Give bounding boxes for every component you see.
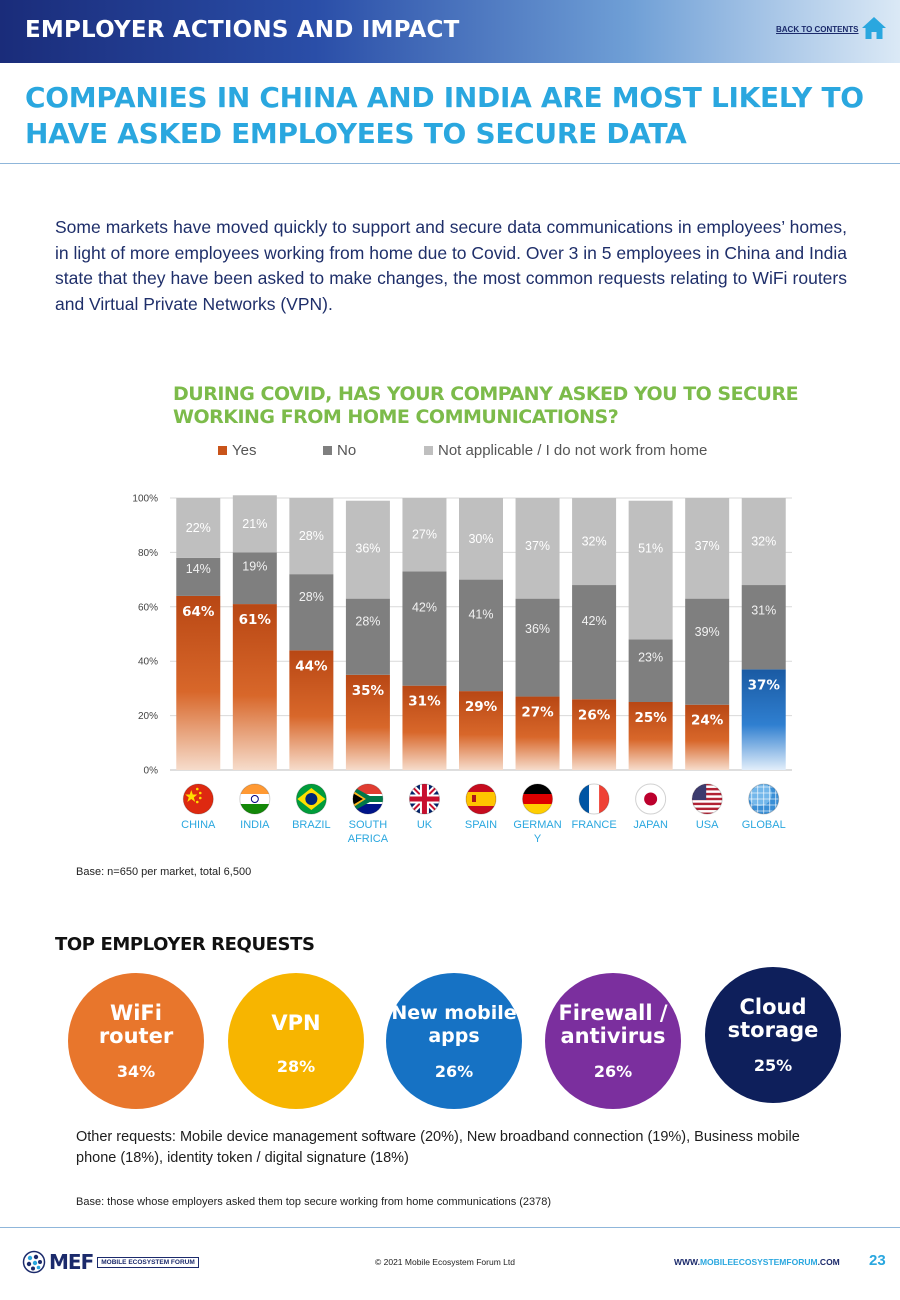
request-label: Cloud storage xyxy=(727,994,819,1042)
data-label: 28% xyxy=(298,529,324,544)
data-label: 36% xyxy=(525,621,551,636)
flag-body xyxy=(239,783,271,815)
request-label: WiFi router xyxy=(98,1000,174,1048)
globe-icon xyxy=(748,782,780,815)
flag-part xyxy=(422,783,427,815)
data-label: 61% xyxy=(238,612,271,629)
flag-part xyxy=(691,805,723,808)
flag-part xyxy=(589,783,599,815)
y-tick-label: 0% xyxy=(143,765,158,777)
bar-yes-india xyxy=(233,604,277,770)
intro-paragraph: Some markets have moved quickly to support and secure data communications in employees’ homes, in light of more employees working from home due to Covid. Over 3 in 5 employees in China and India state that they have been asked to make changes, the most common requests relating to WiFi routers and Virtual Private Networks (VPN). xyxy=(55,217,847,314)
request-firewall-antivirus xyxy=(545,973,681,1109)
bar-no-global xyxy=(742,585,786,669)
data-label: 42% xyxy=(581,614,607,629)
legend-label-no: No xyxy=(337,442,357,459)
mef-logo xyxy=(22,1250,199,1274)
flag-shine xyxy=(748,782,772,806)
request-value: 28% xyxy=(276,1057,316,1076)
data-label: 29% xyxy=(464,699,498,716)
flag-emblem xyxy=(472,795,476,802)
category-label: GLOBAL xyxy=(741,819,786,831)
data-label: 37% xyxy=(525,539,551,553)
south-africa-flag-icon xyxy=(352,783,384,815)
category-label: INDIA xyxy=(240,819,270,831)
back-to-contents-link[interactable]: BACK TO CONTENTS xyxy=(776,25,859,34)
flag-sun xyxy=(644,793,657,806)
flag-part xyxy=(691,785,723,788)
flag-globe xyxy=(305,793,317,805)
flag-body xyxy=(522,783,554,815)
uk-flag-icon xyxy=(408,783,440,815)
footer-divider xyxy=(0,1227,900,1228)
flag-star xyxy=(199,792,202,795)
data-label: 32% xyxy=(581,534,607,549)
website-link[interactable] xyxy=(674,1257,840,1267)
request-value: 26% xyxy=(434,1061,474,1081)
data-label: 14% xyxy=(185,561,211,576)
china-flag-icon xyxy=(182,783,214,815)
requests-title: TOP EMPLOYER REQUESTS xyxy=(55,934,315,955)
data-label: 26% xyxy=(577,707,611,724)
category-label: USA xyxy=(695,819,719,831)
bar-no-brazil xyxy=(289,574,333,650)
flag-star xyxy=(196,788,199,791)
category-label: Y xyxy=(533,833,542,845)
copyright: © 2021 Mobile Ecosystem Forum Ltd xyxy=(375,1257,515,1267)
request-value: 34% xyxy=(116,1061,156,1081)
category-label: BRAZIL xyxy=(292,819,331,831)
flag-part xyxy=(465,792,497,806)
data-label: 64% xyxy=(182,603,215,620)
flag-body xyxy=(748,782,780,815)
category-label: GERMAN xyxy=(513,819,562,831)
y-tick-label: 100% xyxy=(132,493,158,505)
request-value: 25% xyxy=(753,1055,793,1075)
category-label: JAPAN xyxy=(633,819,668,831)
data-label: 39% xyxy=(694,624,720,639)
flag-body xyxy=(691,783,723,815)
flag-body xyxy=(408,783,440,815)
flag-part xyxy=(691,810,723,813)
y-tick-label: 60% xyxy=(137,602,158,614)
site-highlight: MOBILEECOSYSTEMFORUM xyxy=(699,1257,818,1267)
data-label: 25% xyxy=(634,710,667,726)
request-label: New mobile apps xyxy=(391,1001,517,1047)
site-suffix: .COM xyxy=(817,1257,840,1267)
flag-part xyxy=(182,783,214,815)
india-flag-icon xyxy=(239,783,271,815)
bar-yes-china xyxy=(176,596,220,770)
requests-base-note: Base: those whose employers asked them top secure working from home communications (2378) xyxy=(76,1196,552,1208)
y-tick-label: 20% xyxy=(137,711,158,723)
flag-part xyxy=(522,794,554,804)
japan-flag-icon xyxy=(635,783,667,815)
flag-star xyxy=(199,797,202,800)
data-label: 19% xyxy=(242,559,268,574)
flag-body xyxy=(635,783,667,815)
bar-no-germany xyxy=(516,599,560,697)
data-label: 37% xyxy=(747,677,780,694)
mef-globe-icon xyxy=(22,1250,46,1274)
request-cloud-storage xyxy=(705,967,841,1103)
request-label: Firewall / antivirus xyxy=(558,1000,668,1048)
flag-part xyxy=(691,803,723,806)
data-label: 28% xyxy=(298,589,324,604)
bar-no-japan xyxy=(629,639,673,702)
y-tick-label: 40% xyxy=(137,656,158,668)
legend-label-na: Not applicable / I do not work from home xyxy=(438,442,708,459)
flag-body xyxy=(182,783,214,815)
bar-no-usa xyxy=(685,599,729,705)
chart-title: DURING COVID, HAS YOUR COMPANY ASKED YOU TO SECURE WORKING FROM HOME COMMUNICATIONS? xyxy=(173,383,799,428)
mef-wordmark: MEF xyxy=(49,1250,94,1274)
bar-no-south-africa xyxy=(346,599,390,675)
bar-not-japan xyxy=(629,501,673,640)
y-tick-label: 80% xyxy=(137,547,158,559)
france-flag-icon xyxy=(578,783,610,815)
data-label: 41% xyxy=(468,607,494,622)
flag-body xyxy=(578,783,610,815)
category-label: CHINA xyxy=(181,819,216,831)
data-label: 51% xyxy=(638,541,664,556)
flag-body xyxy=(295,783,327,815)
page-number: 23 xyxy=(869,1252,886,1269)
germany-flag-icon xyxy=(522,783,554,815)
usa-flag-icon xyxy=(691,783,723,815)
data-label: 27% xyxy=(411,527,437,542)
data-label: 42% xyxy=(411,600,437,615)
flag-body xyxy=(465,783,497,815)
spain-flag-icon xyxy=(465,783,497,815)
page-headline: COMPANIES IN CHINA AND INDIA ARE MOST LIKELY TO HAVE ASKED EMPLOYEES TO SECURE DATA xyxy=(25,81,864,150)
bar-no-spain xyxy=(459,580,503,692)
data-label: 31% xyxy=(408,693,441,710)
request-label: VPN xyxy=(271,1011,321,1035)
bar-no-uk xyxy=(402,571,446,685)
chart-base-note: Base: n=650 per market, total 6,500 xyxy=(76,866,252,878)
data-label: 23% xyxy=(638,650,664,665)
flag-canton xyxy=(691,783,706,800)
legend-label-yes: Yes xyxy=(232,442,257,459)
brazil-flag-icon xyxy=(295,783,327,815)
data-label: 36% xyxy=(355,541,381,556)
category-label: UK xyxy=(416,819,433,831)
site-prefix: WWW. xyxy=(674,1257,700,1267)
request-new-mobile-apps xyxy=(386,973,522,1109)
flag-star xyxy=(196,801,199,804)
flag-body xyxy=(352,783,384,815)
request-vpn xyxy=(228,973,364,1109)
data-label: 30% xyxy=(468,531,494,546)
data-label: 37% xyxy=(694,539,720,553)
data-label: 24% xyxy=(691,712,724,729)
flag-part xyxy=(691,800,723,803)
section-title: EMPLOYER ACTIONS AND IMPACT xyxy=(25,17,460,43)
data-label: 31% xyxy=(751,603,777,618)
category-label: SOUTH xyxy=(348,819,388,831)
data-label: 22% xyxy=(185,520,211,535)
category-label: FRANCE xyxy=(571,819,617,831)
other-requests-text: Other requests: Mobile device management software (20%), New broadband connection (19%), Business mobile phone (18%), identity token / digital signature (18%) xyxy=(76,1129,800,1166)
bar-no-france xyxy=(572,585,616,699)
category-label: SPAIN xyxy=(464,819,498,831)
data-label: 21% xyxy=(242,516,268,531)
category-label: AFRICA xyxy=(347,833,389,845)
data-label: 35% xyxy=(351,682,385,699)
data-label: 28% xyxy=(355,614,381,629)
mef-subtitle: MOBILE ECOSYSTEM FORUM xyxy=(97,1257,199,1268)
data-label: 27% xyxy=(521,704,554,721)
request-wifi-router xyxy=(68,973,204,1109)
data-label: 32% xyxy=(751,534,777,549)
request-value: 26% xyxy=(593,1061,633,1081)
data-label: 44% xyxy=(295,658,328,675)
